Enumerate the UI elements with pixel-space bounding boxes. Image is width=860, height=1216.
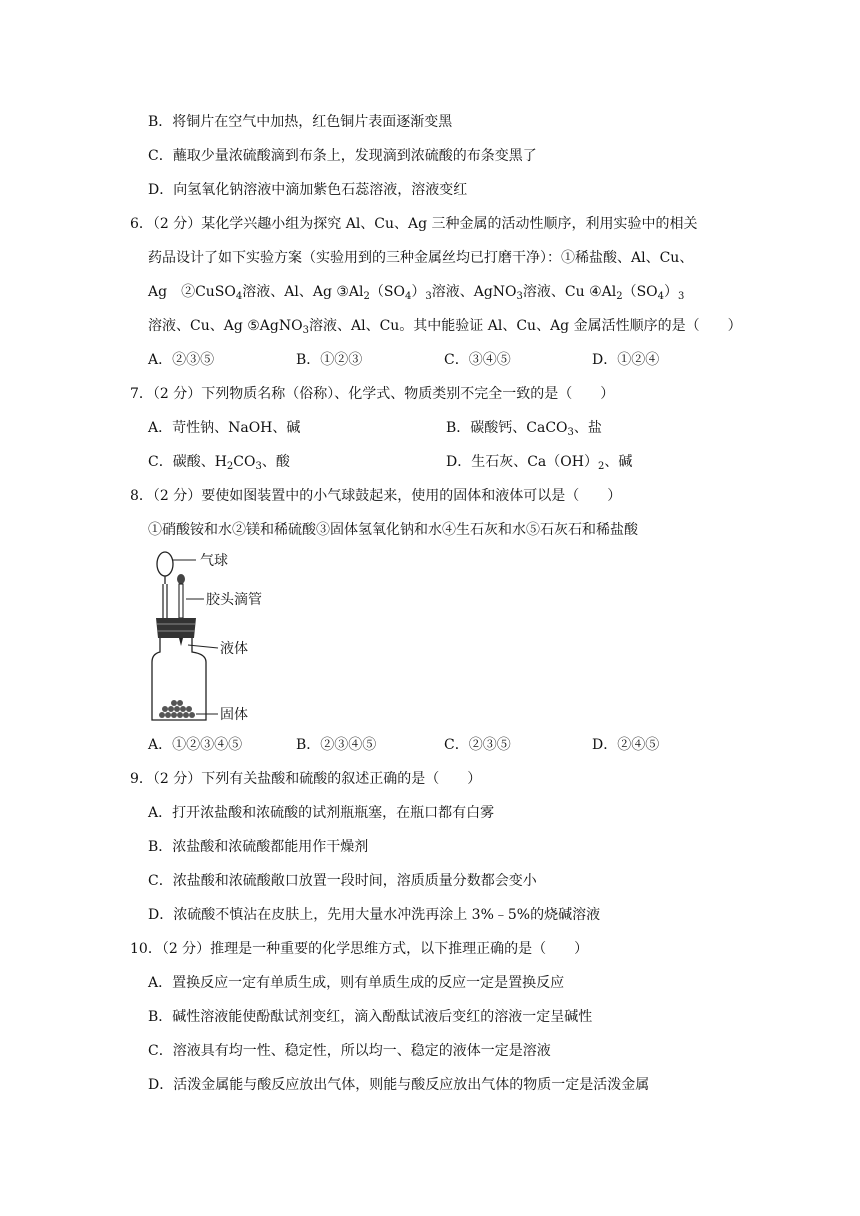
q6-option-b: B．①②③: [296, 352, 363, 368]
q7-option-a: A．苛性钠、NaOH、碱: [148, 420, 301, 436]
q7-options-row1: [148, 418, 748, 438]
dropper-tip: [179, 638, 183, 646]
q6-stem-line4: 溶液、Cu、Ag ⑤AgNO$_3$溶液、Al、Cu。其中能验证 Al、Cu、Ag 金属活性顺序的是（ ）: [148, 318, 742, 336]
q7-option-b: B．碳酸钙、CaCO$_3$、盐: [446, 420, 602, 438]
q7-options-row2: [148, 452, 748, 472]
q10-stem: 10．（2 分）推理是一种重要的化学思维方式，以下推理正确的是（ ）: [130, 941, 589, 957]
q9-option-c: C．浓盐酸和浓硫酸敞口放置一段时间，溶质质量分数都会变小: [148, 873, 537, 889]
rubber-stopper: [156, 618, 196, 638]
q6-option-d: D．①②④: [592, 352, 660, 368]
q5-option-d: D．向氢氧化钠溶液中滴加紫色石蕊溶液，溶液变红: [148, 182, 468, 198]
q6-options: [148, 350, 748, 370]
q9-option-b: B．浓盐酸和浓硫酸都能用作干燥剂: [148, 839, 369, 855]
label-dropper: 胶头滴管: [206, 592, 262, 608]
q7-option-c: C．碳酸、$H_2CO_3$、酸: [148, 454, 290, 472]
q10-option-b: B．碱性溶液能使酚酞试剂变红，滴入酚酞试液后变红的溶液一定呈碱性: [148, 1009, 593, 1025]
q9-option-a: A．打开浓盐酸和浓硫酸的试剂瓶瓶塞，在瓶口都有白雾: [148, 805, 495, 821]
q8-option-b: B．②③④⑤: [296, 737, 377, 753]
solid-granules: [159, 700, 195, 718]
balloon-shape: [157, 552, 173, 576]
q8-stem: 8．（2 分）要使如图装置中的小气球鼓起来，使用的固体和液体可以是（ ）: [130, 488, 622, 504]
label-liquid: 液体: [220, 641, 248, 657]
q6-stem-line3: Ag ②CuSO$_4$溶液、Al、Ag $③Al_2(SO_4)_3$溶液、AgNO$_3$溶液、Cu $④Al_2(SO_4)_3$: [148, 284, 685, 302]
q10-option-a: A．置换反应一定有单质生成，则有单质生成的反应一定是置换反应: [148, 975, 565, 991]
q8-choices: ①硝酸铵和水②镁和稀硫酸③固体氢氧化钠和水④生石灰和水⑤石灰石和稀盐酸: [148, 522, 638, 538]
q10-option-c: C．溶液具有均一性、稳定性，所以均一、稳定的液体一定是溶液: [148, 1043, 551, 1059]
q6-option-c: C．③④⑤: [444, 352, 511, 368]
q8-option-d: D．②④⑤: [592, 737, 660, 753]
q5-option-b: B．将铜片在空气中加热，红色铜片表面逐渐变黑: [148, 114, 453, 130]
apparatus-figure: [148, 548, 288, 728]
q7-option-d: D．生石灰、$Ca(OH)_2$、碱: [446, 454, 633, 472]
label-balloon: 气球: [200, 553, 228, 569]
q5-option-c: C．蘸取少量浓硫酸滴到布条上，发现滴到浓硫酸的布条变黑了: [148, 148, 537, 164]
q9-stem: 9．（2 分）下列有关盐酸和硫酸的叙述正确的是（ ）: [130, 771, 482, 787]
dropper-tube: [179, 584, 183, 618]
label-solid: 固体: [220, 707, 248, 723]
q6-option-a: A．②③⑤: [148, 352, 215, 368]
q8-option-a: A．①②③④⑤: [148, 737, 243, 753]
q8-option-c: C．②③⑤: [444, 737, 511, 753]
dropper-bulb: [177, 574, 185, 584]
q6-stem-line2: 药品设计了如下实验方案（实验用到的三种金属丝均已打磨干净）：①稀盐酸、Al、Cu、: [148, 250, 694, 266]
q10-option-d: D．活泼金属能与酸反应放出气体，则能与酸反应放出气体的物质一定是活泼金属: [148, 1077, 650, 1093]
q6-stem-line1: 6．（2 分）某化学兴趣小组为探究 Al、Cu、Ag 三种金属的活动性顺序，利用实验中的相关: [130, 216, 698, 232]
q8-options: [148, 735, 748, 755]
q9-option-d: D．浓硫酸不慎沾在皮肤上，先用大量水冲洗再涂上 3%﹣5%的烧碱溶液: [148, 907, 601, 923]
q7-stem: 7．（2 分）下列物质名称（俗称）、化学式、物质类别不完全一致的是（ ）: [130, 386, 615, 402]
